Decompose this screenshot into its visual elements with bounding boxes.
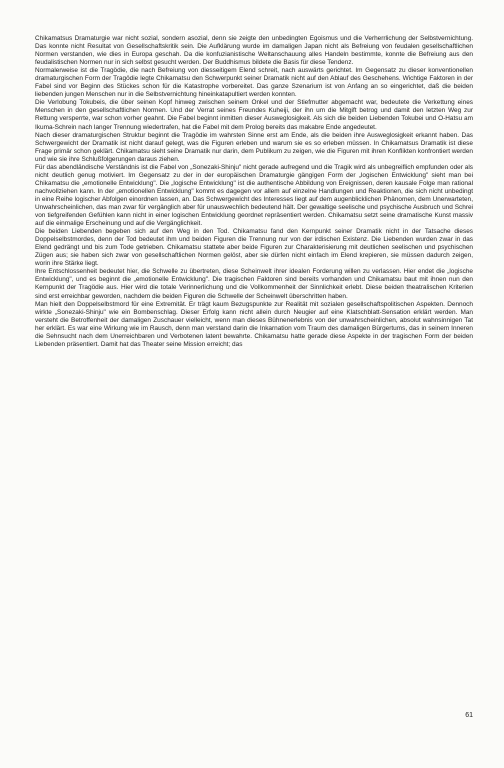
page-number: 61 <box>465 712 473 719</box>
paragraph: Die beiden Liebenden begeben sich auf den Weg in den Tod. Chikamatsu fand den Kernpunkt seiner Dramatik nicht in der Tatsache dieses Doppelselbstmordes, denn der Tod bedeutet ihm und beiden Figuren die Trennung nur von der irdischen Existenz. Die Liebenden wurden zwar in das Elend gedrängt und bis zum Tode getrieben. Chikamatsu stattete aber beide Figuren zur Charakterisierung mit deutlichen seelischen und psychischen Zügen aus; sie haben sich zwar von gesellschaftlichen Normen gelöst, aber sie dürfen nicht einfach im Elend krepieren, sie müssen dadurch zeigen, worin ihre Stärke liegt. <box>35 228 473 268</box>
paragraph: Ihre Entschlossenheit bedeutet hier, die Schwelle zu übertreten, diese Scheinwelt ihrer idealen Forderung willen zu verlassen. Hier endet die „logische Entwicklung", und es beginnt die „emotionelle Entwicklung". Die tragischen Faktoren sind bereits vorhanden und Chikamatsu baut mit ihnen nun den Kernpunkt der Tragödie aus. Hier wird die totale Verinnerlichung und die Vollkommenheit der Sinnlichkeit erlebt. Diese beiden theatralischen Kriterien sind erst erreichbar geworden, nachdem die beiden Figuren die Schwelle der Scheinwelt überschritten haben. <box>35 268 473 300</box>
paragraph: Nach dieser dramaturgischen Struktur beginnt die Tragödie im wahrsten Sinne erst am Ende, als die beiden ihre Ausweglosigkeit erkannt haben. Das Schwergewicht der Dramatik ist nicht darauf gelegt, was die Figuren erleben und warum sie es so erleben müssen. In Chikamatsus Dramatik ist diese Frage primär schon geklärt. Chikamatsu sieht seine Dramatik nur darin, dem Publikum zu zeigen, wie die Figuren mit ihren Konflikten konfrontiert werden und wie sie ihre Schlußfolgerungen daraus ziehen. <box>35 131 473 163</box>
paragraph: Chikamatsus Dramaturgie war nicht sozial, sondern asozial, denn sie zeigte den unbedingten Egoismus und die Verherrlichung der Selbstvernichtung. Das konnte nicht Resultat von Gesellschaftskritik sein. Die Aufklärung wurde im damaligen Japan nicht als Befreiung von feudalen gesellschaftlichen Normen verstanden, wie dies in Europa geschah. Da die konfuzianistische Weltanschauung alles Handeln bestimmte, konnte die Befreiung aus den feudalistischen Normen nur in sich selbst gesucht werden. Der Buddhismus bildete die Basis für diese Tendenz. <box>35 35 473 67</box>
paragraph: Die Verlobung Tokubeis, die über seinen Kopf hinweg zwischen seinem Onkel und der Stiefmutter abgemacht war, bedeutete die Verkettung eines Menschen in den gesellschaftlichen Normen. Und der Verrat seines Freundes Kuheiji, der ihn um die Mitgift betrog und damit den letzten Weg zur Rettung versperrte, war schon vorher geahnt. Die Fabel beginnt inmitten dieser Ausweglosigkeit. Als sich die beiden Liebenden Tokubei und O-Hatsu am Ikuma-Schrein nach langer Trennung wiedertrafen, hat die Fabel mit dem Prolog bereits das makabre Ende angedeutet. <box>35 99 473 131</box>
paragraph: Man hielt den Doppelselbstmord für eine Extremität. Er trägt kaum Bezugspunkte zur Realität mit sozialen gesellschaftspolitischen Aspekten. Dennoch wirkte „Sonezaki-Shinju" wie ein Bombenschlag. Dieser Erfolg kann nicht allein durch Neugier auf eine Klatschblatt-Sensation erklärt werden. Man versteht die Betroffenheit der damaligen Zuschauer vielleicht, wenn man dieses Bühnenerlebnis von der unwahrscheinlichen, absolut wahnsinnigen Tat her erklärt. Es war eine Wirkung wie im Rausch, denn man verstand darin die Inkarnation vom Traum des damaligen Bürgertums, das in seinem Inneren die Sehnsucht nach dem Unerreichbaren und Verbotenen latent bewahrte. Chikamatsu hatte gerade diese Aspekte in der tragischen Form der beiden Liebenden präsentiert. Damit hat das Theater seine Mission erreicht; das <box>35 300 473 348</box>
page-text-block <box>35 35 473 735</box>
paragraph: Für das abendländische Verständnis ist die Fabel von „Sonezaki-Shinju" nicht gerade aufregend und die Tragik wird als unbegreiflich empfunden oder als nicht deutlich genug motiviert. Im Gegensatz zu der in der europäischen Dramaturgie gängigen Form der „logischen Entwicklung" sieht man bei Chikamatsu die „emotionelle Entwicklung". Die „logische Entwicklung" ist die authentische Abbildung von Ereignissen, deren kausale Folge man rational nachvollziehen kann. In der „emotionellen Entwicklung" kommt es dagegen vor allem auf einzelne Handlungen und Reaktionen, die sich nicht unbedingt in eine Reihe logischer Abfolgen einordnen lassen, an. Das Schwergewicht des Interesses liegt auf dem augenblicklichen Phänomen, dem Unerwarteten, Unwahrscheinlichen, das man zwar für vergänglich aber für unauswechlich bedeutend hält. Der gewaltige seelische und psychische Ausbruch und Schrei von tiefgreifenden Gefühlen kann nicht in einer logischen Entwicklung geordnet repräsentiert werden. Chikamatsu setzt seine dramatische Kunst massiv auf die einmalige Erscheinung und auf die Vergänglichkeit. <box>35 163 473 228</box>
paragraph: Normalerweise ist die Tragödie, die nach Befreiung von diesseitigem Elend schreit, nach auswärts gerichtet. Im Gegensatz zu dieser konventionellen dramaturgischen Form der Tragödie legte Chikamatsu den Schwerpunkt seiner Dramatik nicht auf den Ablauf des Geschehens. Wichtige Faktoren in der Fabel sind vor Beginn des Stückes schon für die Katastrophe vorbereitet. Das ganze Szenarium ist von Anfang an so eingerichtet, daß die beiden liebenden jungen Menschen nur in die Selbstvernichtung hineinkatapultiert werden konnten. <box>35 67 473 99</box>
